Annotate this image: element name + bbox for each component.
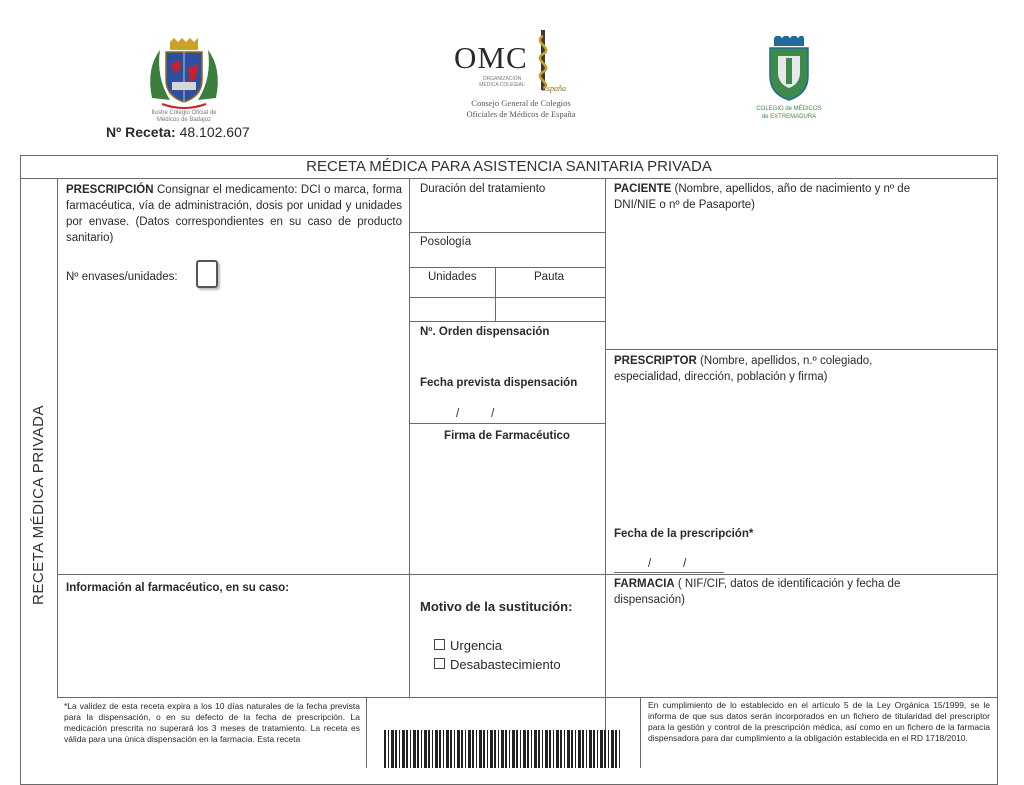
- pauta-label: Pauta: [534, 271, 565, 283]
- info-farmaceutico-label: Información al farmacéutico, en su caso:: [66, 582, 290, 594]
- prescripcion-block: [66, 182, 402, 246]
- envases-label: Nº envases/unidades:: [66, 271, 178, 283]
- omc-logo: [446, 28, 596, 128]
- form-title: RECETA MÉDICA PARA ASISTENCIA SANITARIA PRIVADA: [306, 158, 712, 175]
- barcode: [384, 730, 620, 768]
- omc-logo-script: España: [542, 84, 566, 93]
- receta-number-value: 48.102.607: [179, 124, 250, 140]
- duracion-label: Duración del tratamiento: [420, 183, 546, 195]
- farmacia-heading: FARMACIA: [614, 578, 675, 590]
- motivo-sustitucion-label: Motivo de la sustitución:: [420, 599, 573, 614]
- form-frame: [20, 155, 998, 785]
- receta-number-line: [106, 124, 250, 140]
- orden-dispensacion-label: Nº. Orden dispensación: [420, 326, 550, 338]
- desabastecimiento-option[interactable]: [434, 657, 561, 673]
- prescripcion-text: Consignar el medicamento: DCI o marca, forma farmacéutica, vía de administración, dosis por unidad y unidades por envase. (Datos correspondientes en su caso de producto sanitario): [66, 184, 402, 244]
- fecha-prescripcion-label: Fecha de la prescripción*: [614, 528, 754, 540]
- receta-number-label: Nº Receta:: [106, 124, 176, 140]
- validez-text: *La validez de esta receta expira a los 10 días naturales de la fecha prevista para la dispensación, o en su defecto de la fecha de prescripción. La medicación prescrita no superará los 3 meses de tratamiento. La receta es válida para una única dispensación en la farmacia. Esta receta: [64, 701, 360, 744]
- prescriptor-heading: PRESCRIPTOR: [614, 355, 697, 367]
- left-logo-caption: Ilustre Colegio Oficial de Médicos de Badajoz: [151, 110, 217, 123]
- prescriptor-block: [614, 353, 924, 385]
- unidades-label: Unidades: [428, 271, 477, 283]
- prescriptor-text: (Nombre, apellidos, n.º colegiado, especialidad, dirección, población y firma): [614, 355, 873, 383]
- paciente-block: [614, 181, 914, 213]
- omc-logo-subtext: ORGANIZACIÓN MÉDICA COLEGIAL: [479, 76, 525, 88]
- desabastecimiento-label: Desabastecimiento: [450, 657, 561, 672]
- side-label: RECETA MÉDICA PRIVADA: [30, 405, 47, 605]
- fecha-prevista-slashes: / /: [456, 408, 495, 420]
- farmacia-block: [614, 576, 954, 608]
- urgencia-label: Urgencia: [450, 638, 503, 653]
- desabastecimiento-checkbox[interactable]: [434, 658, 445, 669]
- omc-logo-text: OMC: [454, 40, 528, 75]
- paciente-text: (Nombre, apellidos, año de nacimiento y nº de DNI/NIE o nº de Pasaporte): [614, 183, 911, 211]
- urgencia-option[interactable]: [434, 638, 502, 654]
- right-logo-caption-1: COLEGIO de MÉDICOS: [756, 106, 822, 112]
- prescripcion-heading: PRESCRIPCIÓN: [66, 184, 154, 196]
- firma-farmaceutico-label: Firma de Farmacéutico: [444, 430, 570, 442]
- extremadura-logo: [744, 36, 834, 126]
- urgencia-checkbox[interactable]: [434, 639, 445, 650]
- fecha-prescripcion-slashes: [614, 558, 724, 573]
- omc-caption-1: Consejo General de Colegios: [471, 98, 571, 108]
- ley-text: En cumplimiento de lo establecido en el artículo 5 de la Ley Orgánica 15/1999, se le informa de que sus datos serán incorporados en un fichero de titularidad del prescriptor para la gestión y control de la prescripción médica, así como en un fichero de la farmacia dispensadora para dar cumplimiento a la obligación establecida en el RD 1718/2010.: [648, 700, 990, 743]
- paciente-heading: PACIENTE: [614, 183, 672, 195]
- omc-caption-2: Oficiales de Médicos de España: [466, 109, 576, 119]
- right-logo-caption-2: de EXTREMADURA: [761, 114, 817, 120]
- posologia-label: Posología: [420, 236, 472, 248]
- farmacia-text: ( NIF/CIF, datos de identificación y fecha de dispensación): [614, 578, 901, 606]
- fecha-prevista-label: Fecha prevista dispensación: [420, 377, 578, 389]
- badajoz-coat-of-arms: [146, 38, 222, 123]
- caduceus-icon: [528, 28, 558, 92]
- envases-checkbox[interactable]: [196, 260, 218, 288]
- fecha-prescripcion-slash-text: / /: [648, 558, 687, 570]
